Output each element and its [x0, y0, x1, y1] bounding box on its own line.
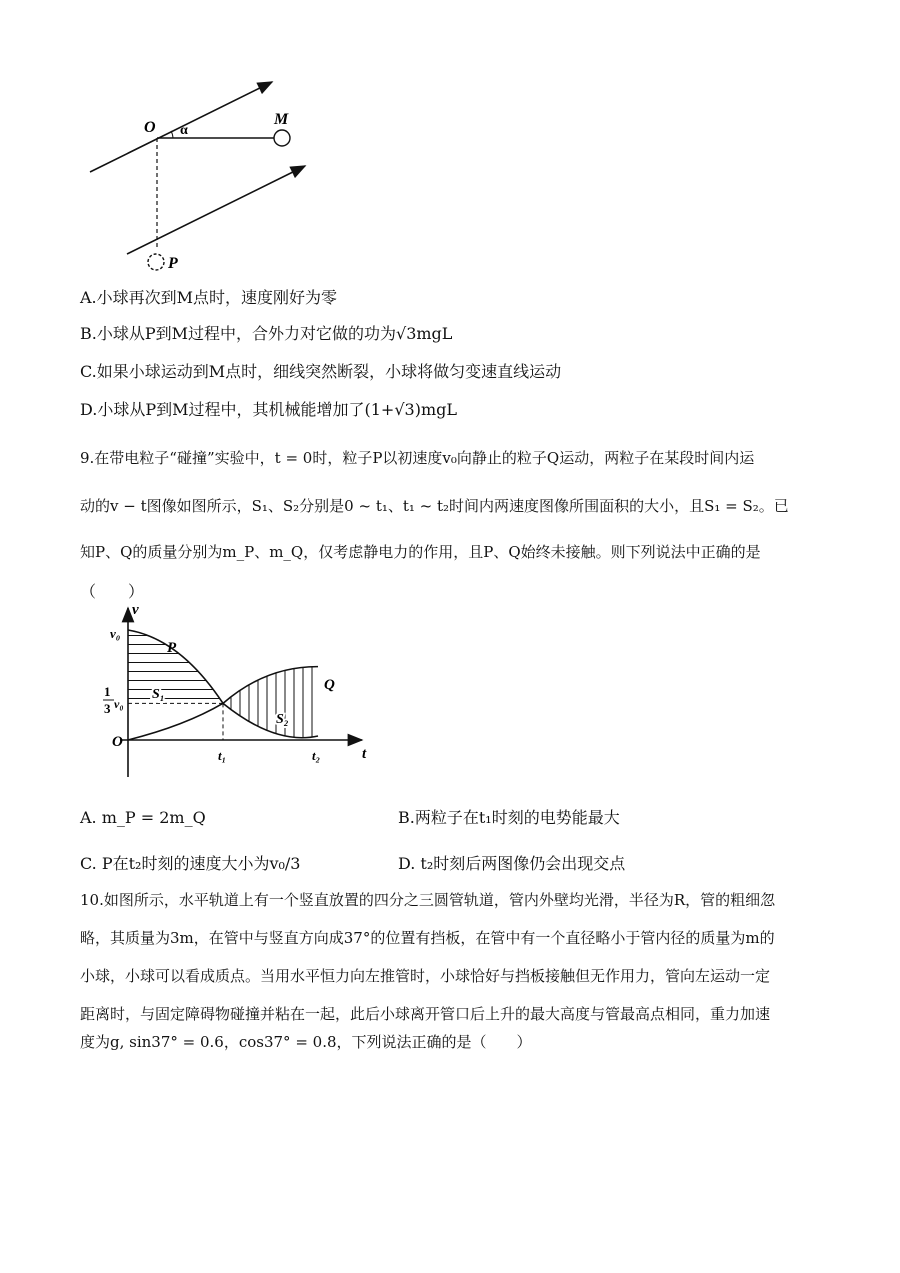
area-label-S1: S₁: [152, 687, 165, 702]
y-tick-v0: v₀: [110, 626, 121, 641]
hatch-s2: [231, 667, 312, 738]
label-P: P: [168, 255, 178, 272]
q10-stem-line-5: 度为g, sin37° = 0.6，cos37° = 0.8，下列说法正确的是（ ）: [80, 1033, 532, 1051]
q9-stem-line-1: 9.在带电粒子“碰撞”实验中，t = 0时，粒子P以初速度v₀向静止的粒子Q运动，两粒子在某段时间内运: [80, 449, 755, 467]
label-M: M: [274, 111, 289, 128]
series-label-P: P: [167, 640, 177, 656]
label-alpha: α: [180, 123, 188, 138]
x-tick-t1: t₁: [218, 748, 227, 763]
q9-option-a: A. m_P = 2m_Q: [80, 808, 206, 827]
origin-label: O: [112, 734, 123, 750]
v-t-chart: [100, 600, 390, 790]
q9-option-c: C. P在t₂时刻的速度大小为v₀/3: [80, 854, 301, 873]
figure-1: [80, 70, 330, 280]
svg-text:3: 3: [104, 701, 111, 716]
area-label-S2: S₂: [276, 712, 289, 727]
x-tick-t2: t₂: [312, 748, 321, 763]
ball-P-dashed: [148, 254, 164, 270]
series-P-line: [128, 630, 318, 738]
q8-option-b: B.小球从P到M过程中，合外力对它做的功为√3mgL: [80, 324, 453, 343]
lower-inclined-line: [127, 166, 305, 254]
series-label-Q: Q: [324, 677, 335, 693]
q8-option-d: D.小球从P到M过程中，其机械能增加了(1+√3)mgL: [80, 400, 457, 419]
svg-text:v₀: v₀: [114, 697, 124, 711]
label-O: O: [144, 119, 156, 136]
q10-stem-line-3: 小球，小球可以看成质点。当用水平恒力向左推管时，小球恰好与挡板接触但无作用力，管向左运动一定: [80, 967, 771, 985]
q9-option-b: B.两粒子在t₁时刻的电势能最大: [398, 808, 620, 827]
axis-label-t: t: [362, 746, 367, 762]
q8-option-c: C.如果小球运动到M点时，细线突然断裂，小球将做匀变速直线运动: [80, 362, 562, 381]
ball-M: [274, 130, 290, 146]
svg-text:1: 1: [104, 684, 111, 699]
q9-stem-line-4: （ ）: [80, 582, 145, 601]
q8-option-a: A.小球再次到M点时，速度刚好为零: [80, 288, 338, 307]
y-tick-one-third-v0: [103, 684, 124, 716]
q9-stem-line-3: 知P、Q的质量分别为m_P、m_Q，仅考虑静电力的作用，且P、Q始终未接触。则下列说法中正确的是: [80, 543, 761, 561]
axis-label-v: v: [132, 602, 139, 618]
q9-stem-line-2: 动的v − t图像如图所示，S₁、S₂分别是0 ~ t₁、t₁ ~ t₂时间内两速度图像所围面积的大小，且S₁ = S₂。已: [80, 497, 789, 515]
q9-option-d: D. t₂时刻后两图像仍会出现交点: [398, 854, 626, 873]
angle-arc: [171, 131, 173, 138]
q10-stem-line-4: 距离时，与固定障碍物碰撞并粘在一起，此后小球离开管口后上升的最大高度与管最高点相同，重力加速: [80, 1005, 771, 1023]
q10-stem-line-2: 略，其质量为3m，在管中与竖直方向成37°的位置有挡板，在管中有一个直径略小于管内径的质量为m的: [80, 929, 775, 947]
q10-stem-line-1: 10.如图所示，水平轨道上有一个竖直放置的四分之三圆管轨道，管内外壁均光滑，半径为R，管的粗细忽: [80, 891, 776, 909]
